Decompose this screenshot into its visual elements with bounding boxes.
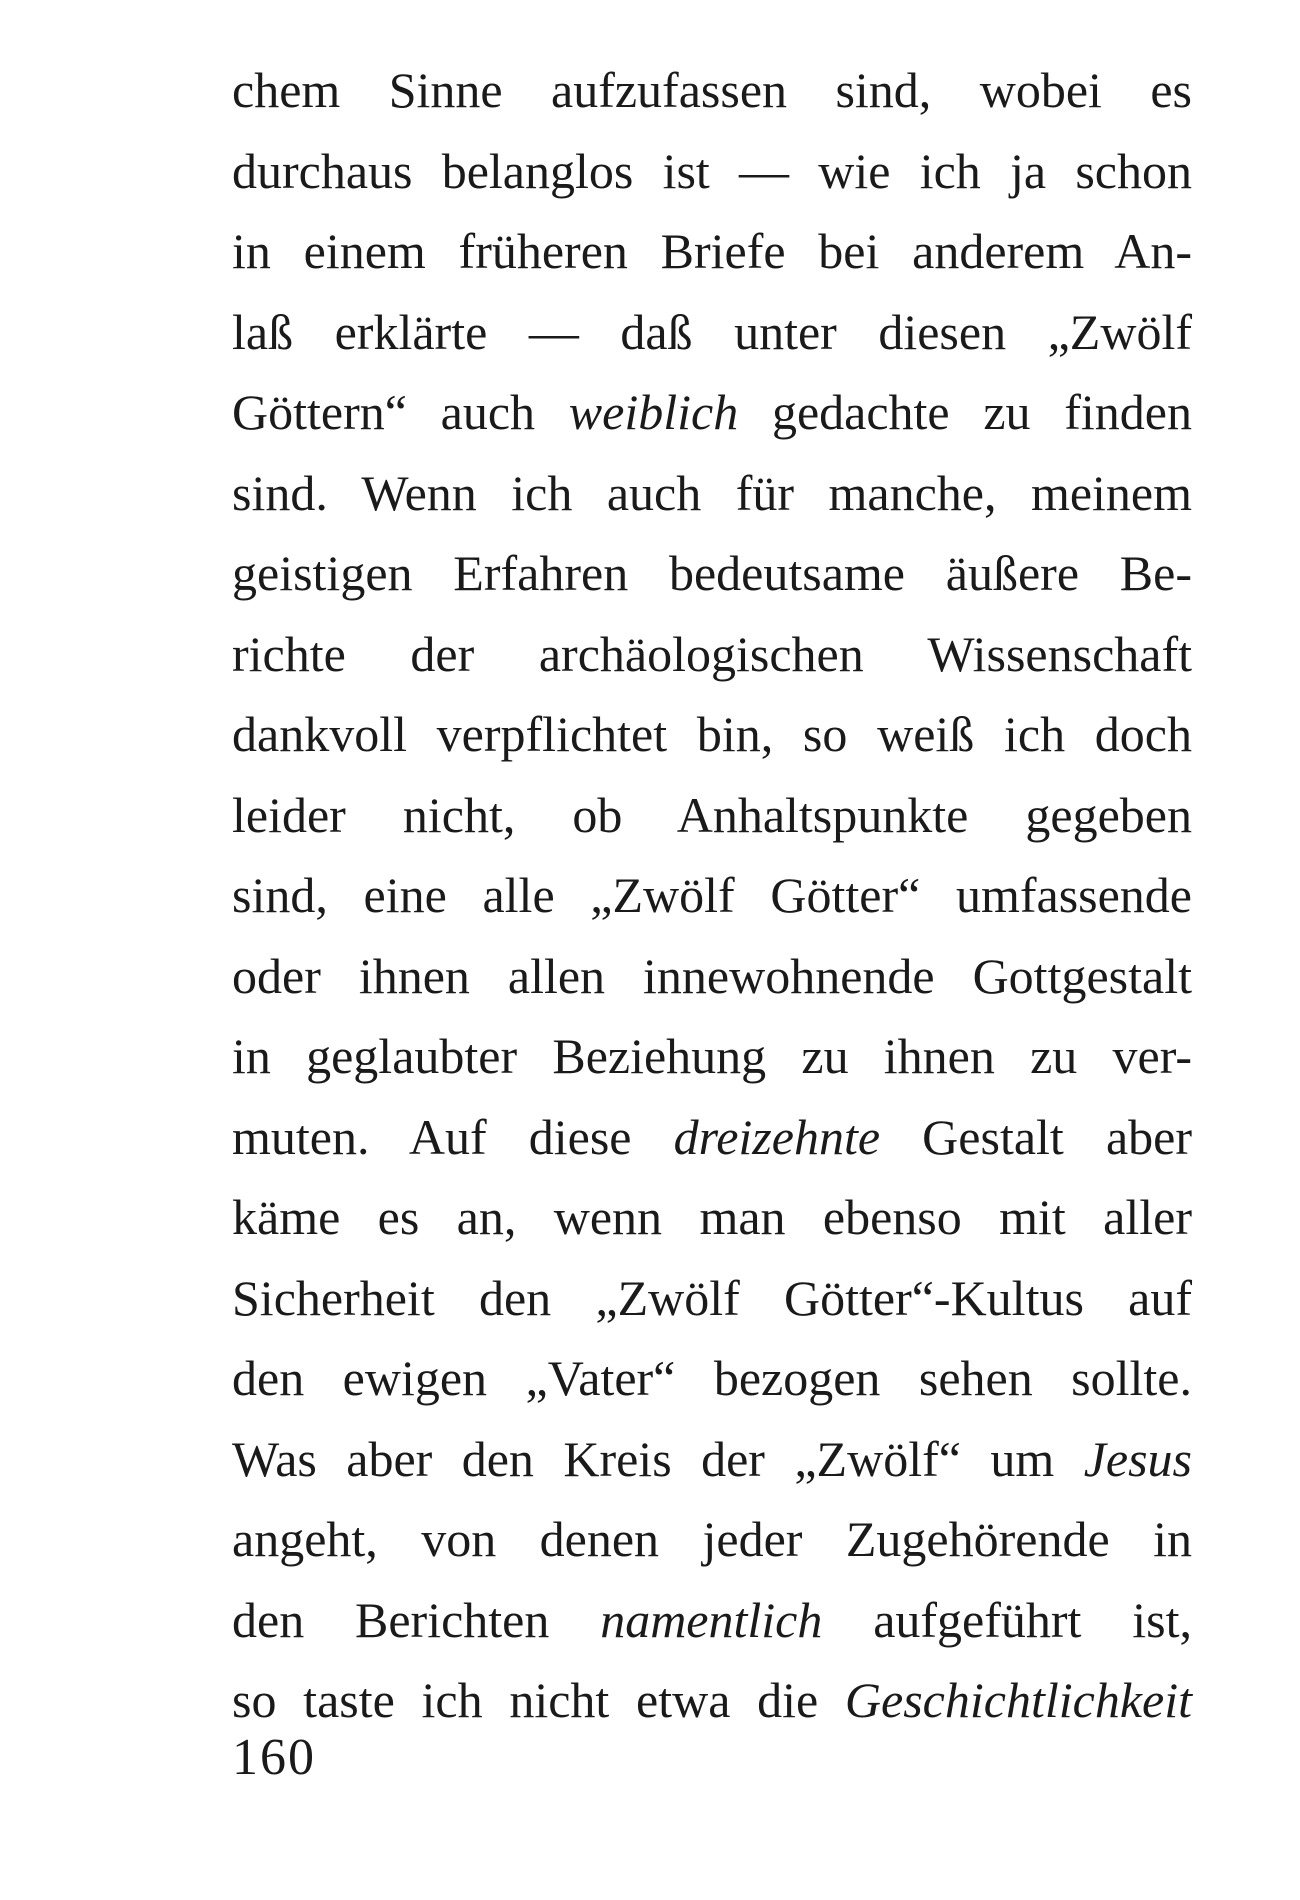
text-line <box>232 1499 1192 1580</box>
text-line <box>232 372 1192 453</box>
emphasis-text: Geschichtlichkeit <box>844 1672 1192 1728</box>
text-segment: aufgeführt ist, <box>822 1591 1192 1648</box>
text-line <box>232 1177 1192 1258</box>
text-segment: käme es an, wenn man ebenso mit aller <box>232 1189 1192 1245</box>
emphasis-text: weiblich <box>568 384 739 440</box>
text-segment: sind, eine alle „Zwölf Götter“ umfassende <box>232 867 1192 923</box>
text-line <box>232 1660 1192 1741</box>
text-line <box>232 775 1192 856</box>
text-line <box>232 453 1192 534</box>
body-text <box>232 50 1192 1741</box>
text-segment: oder ihnen allen innewohnende Gottgestalt <box>232 947 1192 1004</box>
text-segment: leider nicht, ob Anhaltspunkte gegeben <box>232 786 1192 843</box>
emphasis-text: Jesus <box>1083 1430 1192 1487</box>
text-line <box>232 1258 1192 1339</box>
text-line <box>232 131 1192 212</box>
text-segment: angeht, von denen jeder Zugehörende in <box>232 1511 1192 1567</box>
text-segment: gedachte zu finden <box>738 384 1192 440</box>
text-segment: geistigen Erfahren bedeutsame äußere Be- <box>232 545 1192 601</box>
text-segment: chem Sinne aufzufassen sind, wobei es <box>232 62 1192 118</box>
text-segment: in geglaubter Beziehung zu ihnen zu ver- <box>232 1028 1192 1084</box>
text-line <box>232 50 1192 131</box>
text-segment: Sicherheit den „Zwölf Götter“-Kultus auf <box>232 1269 1192 1326</box>
text-segment: dankvoll verpflichtet bin, so weiß ich doch <box>232 706 1192 762</box>
text-segment: muten. Auf diese <box>232 1108 674 1165</box>
text-segment: den Berichten <box>232 1591 601 1648</box>
text-segment: so taste ich nicht etwa die <box>232 1672 845 1728</box>
text-segment: in einem früheren Briefe bei anderem An- <box>232 223 1192 279</box>
text-line <box>232 936 1192 1017</box>
text-segment: sind. Wenn ich auch für manche, meinem <box>232 464 1192 521</box>
text-segment: den ewigen „Vater“ bezogen sehen sollte. <box>232 1350 1192 1406</box>
text-line <box>232 1016 1192 1097</box>
text-line <box>232 614 1192 695</box>
text-line <box>232 855 1192 936</box>
text-segment: Was aber den Kreis der „Zwölf“ um <box>232 1430 1084 1487</box>
text-line <box>232 211 1192 292</box>
page-number: 160 <box>232 1729 316 1786</box>
text-line <box>232 1419 1192 1500</box>
text-line <box>232 694 1192 775</box>
text-line <box>232 1338 1192 1419</box>
text-segment: richte der archäologischen Wissenschaft <box>232 625 1192 682</box>
text-line <box>232 533 1192 614</box>
text-segment: Göttern“ auch <box>232 384 569 440</box>
text-line <box>232 292 1192 373</box>
text-segment: durchaus belanglos ist — wie ich ja schon <box>232 142 1192 199</box>
text-segment: Gestalt aber <box>880 1108 1192 1165</box>
text-segment: laß erklärte — daß unter diesen „Zwölf <box>232 303 1192 360</box>
text-line <box>232 1580 1192 1661</box>
emphasis-text: dreizehnte <box>673 1108 881 1165</box>
emphasis-text: namentlich <box>600 1591 823 1648</box>
text-line <box>232 1097 1192 1178</box>
